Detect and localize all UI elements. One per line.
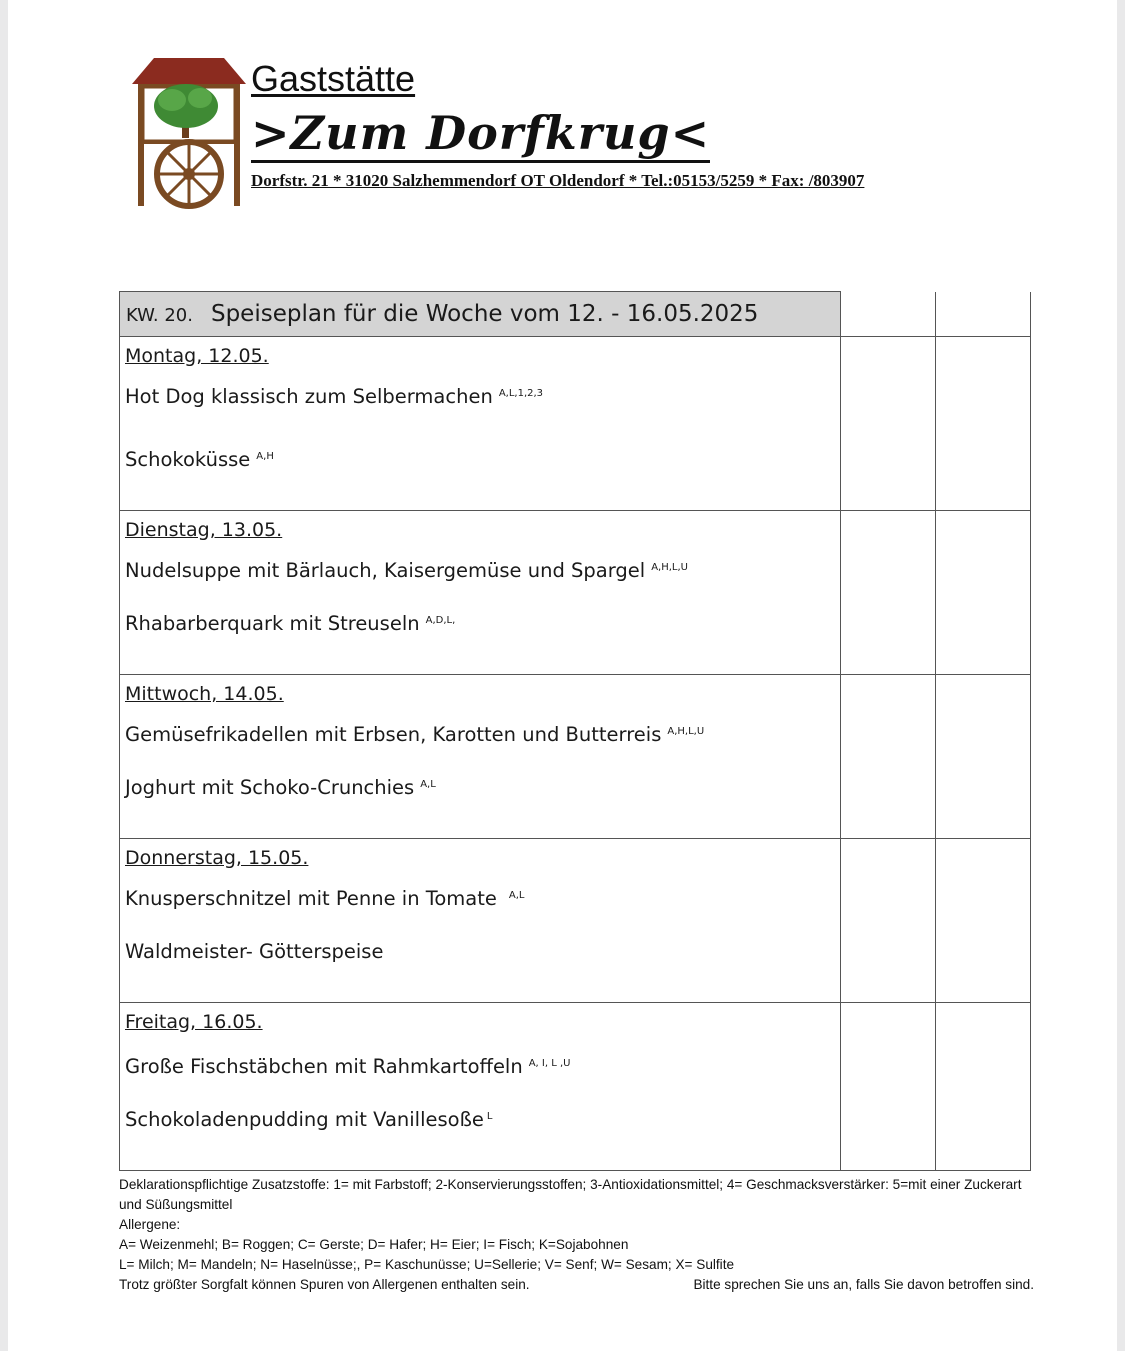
- week-header: [120, 292, 841, 337]
- empty-cell: [841, 292, 936, 337]
- empty-cell: [936, 675, 1031, 839]
- disclaimer-left: Trotz größter Sorgfalt können Spuren von Allergenen enthalten sein.: [119, 1277, 530, 1292]
- day-cell: [120, 675, 841, 839]
- table-row: [120, 337, 1031, 511]
- dessert: Joghurt mit Schoko-Crunchies $^{A,L}$: [125, 776, 436, 799]
- empty-cell: [841, 511, 936, 675]
- main-dish: Hot Dog klassisch zum Selbermachen $^{A,L,1,2,3}$: [125, 385, 544, 408]
- table-row: [120, 511, 1031, 675]
- table-row: [120, 675, 1031, 839]
- dessert: Rhabarberquark mit Streuseln $^{A,D,L,}$: [125, 612, 456, 635]
- allergens-line: A= Weizenmehl; B= Roggen; C= Gerste; D= Hafer; H= Eier; I= Fisch; K=Sojabohnen: [119, 1237, 629, 1252]
- allergen-codes: A,H,L,U: [651, 561, 689, 573]
- empty-cell: [841, 337, 936, 511]
- day-label: Freitag, 16.05.: [125, 1011, 263, 1033]
- allergen-codes: L: [486, 1110, 493, 1122]
- week-title: Speiseplan für die Woche vom 12. - 16.05.2025: [210, 301, 759, 327]
- allergen-codes: A,H,L,U: [667, 725, 705, 737]
- allergens-title: Allergene:: [119, 1217, 181, 1232]
- table-header-row: [120, 292, 1031, 337]
- table-row: [120, 1003, 1031, 1171]
- day-label: Donnerstag, 15.05.: [125, 847, 309, 869]
- dessert: Schokoküsse $^{A,H}$: [125, 448, 274, 471]
- footnotes: [119, 1175, 1034, 1295]
- empty-cell: [936, 292, 1031, 337]
- inn-address: Dorfstr. 21 * 31020 Salzhemmendorf OT Oldendorf * Tel.:05153/5259 * Fax: /803907: [251, 171, 865, 190]
- table-row: [120, 839, 1031, 1003]
- main-dish: Knusperschnitzel mit Penne in Tomate $^{A,L}$: [125, 887, 525, 910]
- day-cell: [120, 511, 841, 675]
- allergens-line: L= Milch; M= Mandeln; N= Haselnüsse;, P= Kaschunüsse; U=Sellerie; V= Senf; W= Sesam; X= Sulfite: [119, 1257, 735, 1272]
- empty-cell: [841, 1003, 936, 1171]
- day-label: Dienstag, 13.05.: [125, 519, 283, 541]
- allergen-codes: A,D,L,: [425, 614, 456, 626]
- main-dish: Große Fischstäbchen mit Rahmkartoffeln $^{A, I, L ,U}$: [125, 1055, 571, 1078]
- day-label: Mittwoch, 14.05.: [125, 683, 284, 705]
- inn-name: >Zum Dorfkrug<: [251, 108, 710, 163]
- day-cell: [120, 337, 841, 511]
- day-label: Montag, 12.05.: [125, 345, 269, 367]
- dessert: Schokoladenpudding mit Vanillesoße $^L$: [125, 1108, 493, 1131]
- main-dish: Nudelsuppe mit Bärlauch, Kaisergemüse und Spargel $^{A,H,L,U}$: [125, 559, 689, 582]
- disclaimer-right: Bitte sprechen Sie uns an, falls Sie davon betroffen sind.: [693, 1277, 1034, 1292]
- empty-cell: [841, 675, 936, 839]
- empty-cell: [936, 511, 1031, 675]
- calendar-week: KW. 20.: [126, 305, 193, 326]
- allergen-codes: A, I, L ,U: [528, 1057, 571, 1069]
- empty-cell: [936, 337, 1031, 511]
- disclaimer-row: [119, 1275, 1034, 1295]
- allergen-codes: A,L: [420, 778, 436, 790]
- menu-table: [119, 291, 1031, 1171]
- additives-note: Deklarationspflichtige Zusatzstoffe: 1= mit Farbstoff; 2-Konservierungsstoffen; 3-Antioxidationsmittel; 4= Geschmacksverstärker: 5=mit einer Zuckerart und Süßungsmittel: [119, 1177, 1022, 1212]
- well-tree-wheel-logo: [124, 54, 254, 210]
- main-dish: Gemüsefrikadellen mit Erbsen, Karotten und Butterreis $^{A,H,L,U}$: [125, 723, 705, 746]
- allergen-codes: A,H: [256, 450, 274, 462]
- inn-type: Gaststätte: [251, 58, 416, 99]
- day-cell: [120, 1003, 841, 1171]
- empty-cell: [936, 1003, 1031, 1171]
- allergen-codes: A,L: [508, 889, 525, 901]
- empty-cell: [841, 839, 936, 1003]
- dessert: Waldmeister- Götterspeise: [125, 940, 384, 963]
- allergen-codes: A,L,1,2,3: [498, 387, 544, 399]
- day-cell: [120, 839, 841, 1003]
- empty-cell: [936, 839, 1031, 1003]
- menu-page: [8, 0, 1117, 1351]
